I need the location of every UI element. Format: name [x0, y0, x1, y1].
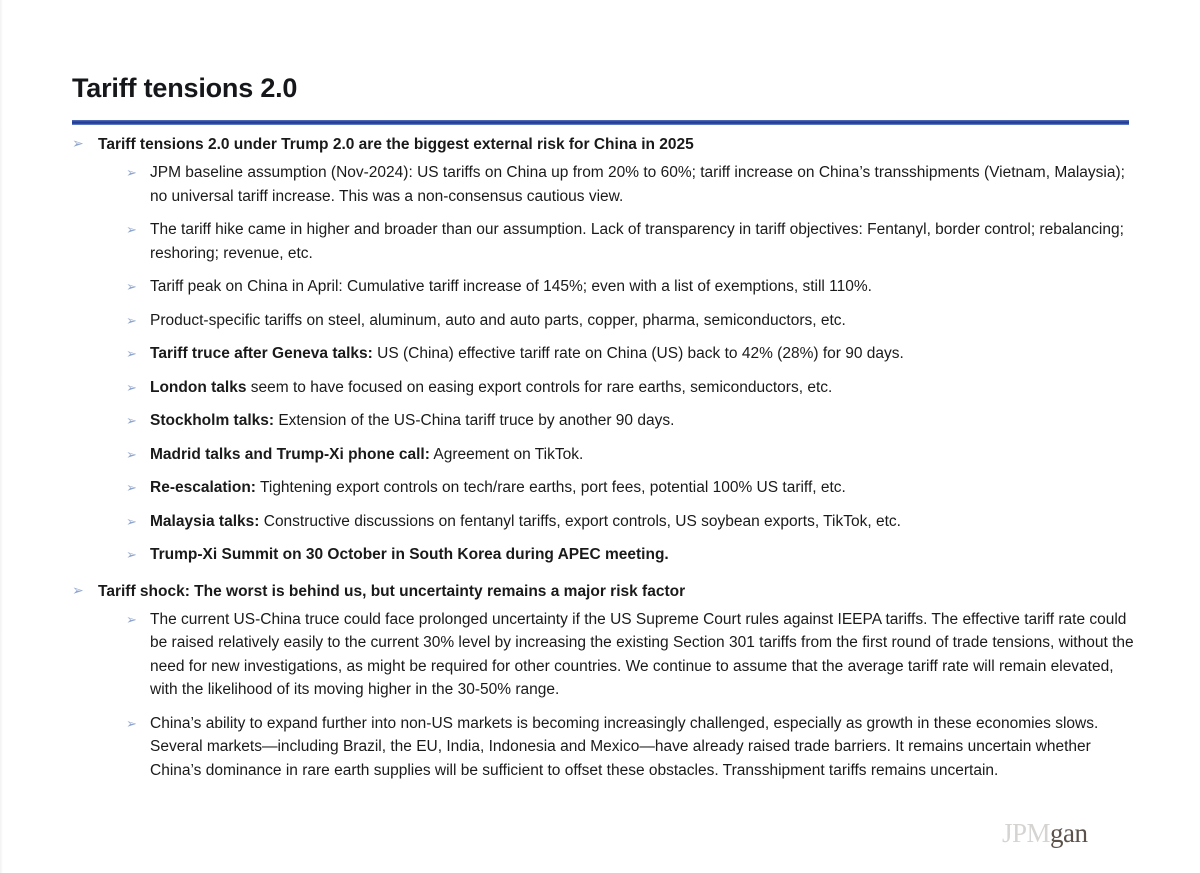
bullet-text: Tariff tensions 2.0 under Trump 2.0 are the biggest external risk for China in 2025 — [98, 136, 694, 153]
bullet-text — [150, 543, 1137, 567]
arrow-bullet-icon: ➢ — [126, 280, 137, 295]
bullet-level2 — [72, 608, 1137, 702]
arrow-bullet-icon: ➢ — [126, 414, 137, 429]
bullet-text — [150, 409, 1137, 433]
bullet-text — [150, 476, 1137, 500]
bullet-level2 — [72, 161, 1137, 208]
bullet-level2 — [72, 476, 1137, 500]
bullet-text: JPM baseline assumption (Nov-2024): US tariffs on China up from 20% to 60%; tariff increase on China’s transshipments (Vietnam, Malaysia); no universal tariff increase. This was a non-consensus cautious view. — [150, 164, 1125, 205]
bullet-text: Product-specific tariffs on steel, aluminum, auto and auto parts, copper, pharma, semiconductors, etc. — [150, 311, 846, 329]
arrow-bullet-icon: ➢ — [72, 136, 84, 152]
arrow-bullet-icon: ➢ — [126, 380, 137, 396]
bullet-lead-text: Malaysia talks: — [150, 512, 260, 530]
bullet-lead-text: London talks — [150, 378, 247, 396]
arrow-bullet-icon: ➢ — [72, 582, 84, 599]
bullet-level2 — [72, 510, 1137, 534]
bullet-text — [150, 342, 1137, 366]
bullet-text — [150, 376, 1137, 400]
bullet-level2 — [72, 376, 1137, 400]
arrow-bullet-icon: ➢ — [126, 223, 137, 238]
bullet-level2 — [72, 409, 1137, 433]
bullet-body-text: Agreement on TikTok. — [429, 445, 584, 463]
bullet-level2 — [72, 309, 1137, 333]
bullet-lead-text: Stockholm talks: — [150, 412, 275, 429]
bullet-level1 — [72, 579, 1137, 604]
arrow-bullet-icon: ➢ — [126, 514, 137, 530]
logo-solid-part: gan — [1050, 818, 1088, 848]
bullet-body-text: seem to have focused on easing export controls for rare earths, semiconductors, etc. — [246, 378, 833, 396]
bullet-lead-text: Madrid talks and Trump-Xi phone call: — [150, 445, 430, 463]
title-divider-rule — [72, 120, 1129, 125]
bullet-body-text: Extension of the US-China tariff truce by another 90 days. — [274, 412, 675, 429]
bullet-body-text: Constructive discussions on fentanyl tariffs, export controls, US soybean exports, TikTok, etc. — [259, 512, 901, 530]
logo-faded-part: JPM — [1002, 818, 1051, 848]
arrow-bullet-icon: ➢ — [126, 612, 137, 628]
bullet-level2 — [72, 218, 1137, 265]
bullet-text: China’s ability to expand further into non-US markets is becoming increasingly challenged, especially as growth in these economies slows. Several markets—including Brazil, the EU, India, Indonesia and Mexico—have already raised trade barriers. It remains uncertain whether China’s dominance in rare earth supplies will be sufficient to offset these obstacles. Transshipment tariffs remains uncertain. — [150, 714, 1099, 779]
bullet-text: The current US-China truce could face prolonged uncertainty if the US Supreme Court rules against IEEPA tariffs. The effective tariff rate could be raised relatively easily to the current 30% level by increasing the existing Section 301 tariffs from the first round of trade tensions, without the need for new investigations, as might be required for other countries. We continue to assume that the average tariff rate will remain elevated, with the likelihood of its moving higher in the 30-50% range. — [150, 610, 1134, 698]
bullet-text — [150, 443, 1137, 467]
bullet-lead-text: Tariff truce after Geneva talks: — [150, 345, 373, 362]
arrow-bullet-icon: ➢ — [126, 313, 137, 329]
arrow-bullet-icon: ➢ — [126, 166, 137, 181]
bullet-level2 — [72, 543, 1137, 567]
page-title: Tariff tensions 2.0 — [72, 73, 298, 103]
arrow-bullet-icon: ➢ — [126, 481, 137, 496]
bullet-lead-text: Re-escalation: — [150, 479, 256, 496]
bullet-text: Tariff peak on China in April: Cumulative tariff increase of 145%; even with a list of exemptions, still 110%. — [150, 278, 872, 295]
arrow-bullet-icon: ➢ — [126, 347, 137, 362]
bullet-body-text: Tightening export controls on tech/rare earths, port fees, potential 100% US tariff, etc. — [255, 479, 846, 496]
bullet-text — [150, 510, 1137, 534]
bullet-level2 — [72, 443, 1137, 467]
bullet-lead-text: Trump-Xi Summit on 30 October in South Korea during APEC meeting. — [150, 546, 669, 563]
bullet-level2 — [72, 275, 1137, 299]
bullet-text: Tariff shock: The worst is behind us, but uncertainty remains a major risk factor — [98, 582, 686, 600]
bullet-level2 — [72, 342, 1137, 366]
bullet-level2 — [72, 712, 1137, 783]
bullet-level1 — [72, 132, 1137, 157]
arrow-bullet-icon: ➢ — [126, 548, 137, 563]
page-left-edge — [0, 0, 3, 873]
arrow-bullet-icon: ➢ — [126, 447, 137, 463]
bullet-body-text: US (China) effective tariff rate on China (US) back to 42% (28%) for 90 days. — [372, 345, 904, 362]
bullet-text: The tariff hike came in higher and broader than our assumption. Lack of transparency in tariff objectives: Fentanyl, border control; rebalancing; reshoring; revenue, etc. — [150, 221, 1124, 262]
arrow-bullet-icon: ➢ — [126, 716, 137, 732]
bullet-list — [72, 132, 1137, 792]
jpmorgan-logo — [1002, 818, 1142, 852]
